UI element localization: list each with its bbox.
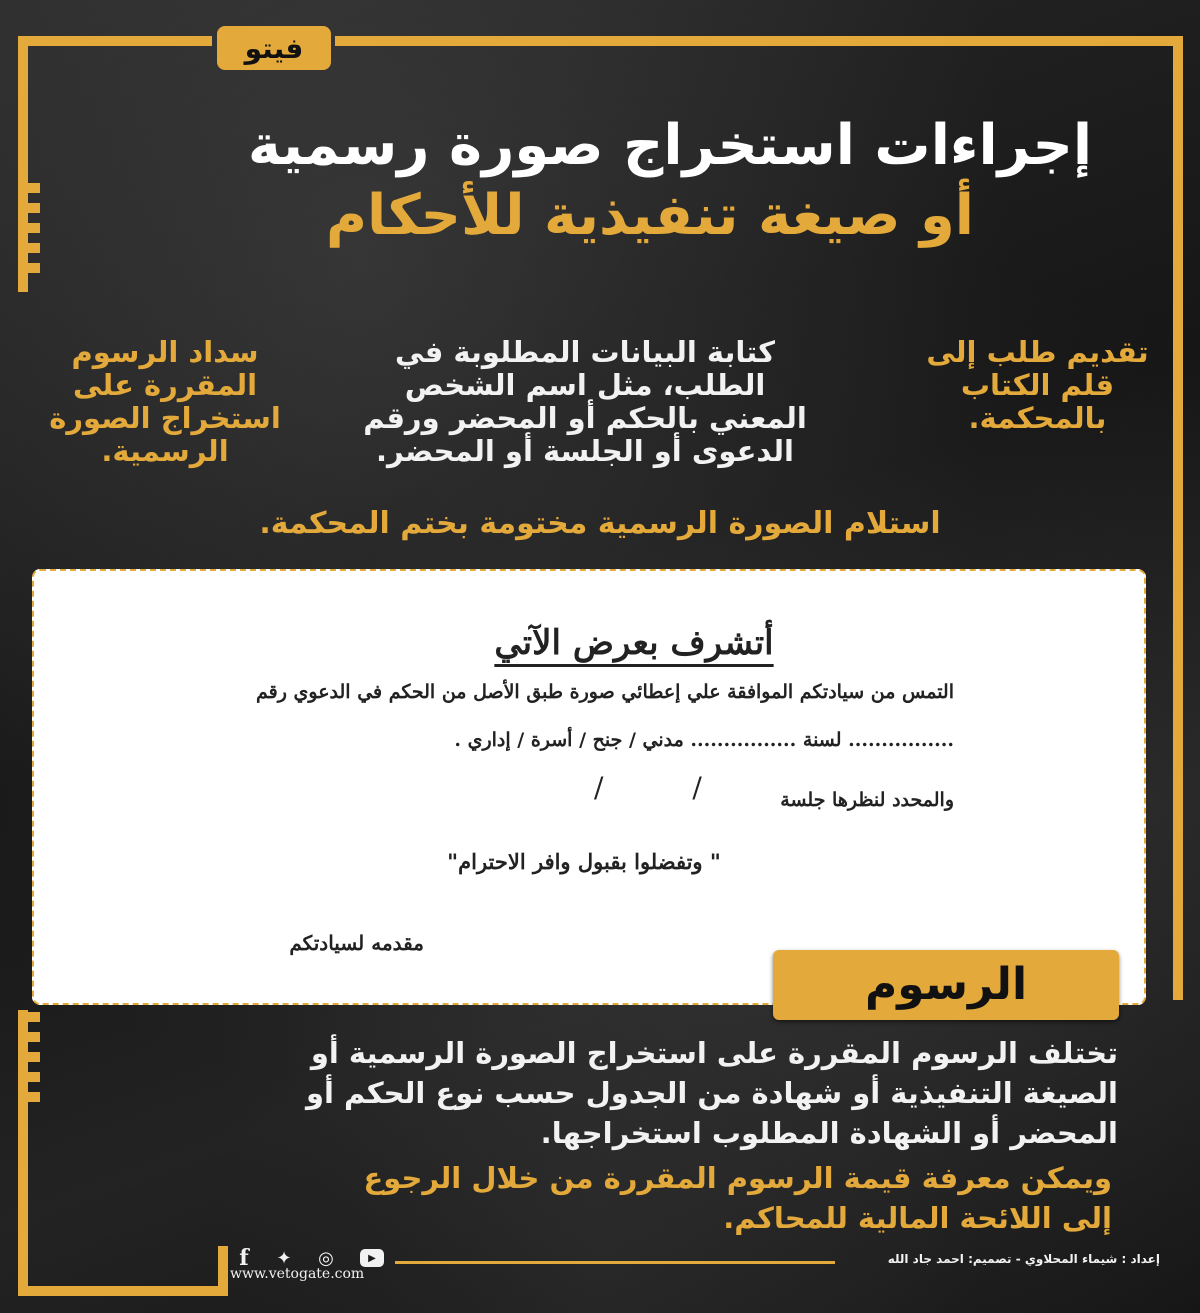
document-line: ................ لسنة ................ مدني / جنح / أسرة / إداري . [454,729,954,751]
fees-reference: ويمكن معرفة قيمة الرسوم المقررة من خلال الرجوع إلى اللائحة المالية للمحاكم. [363,1161,1112,1235]
fees-heading-badge: الرسوم [773,950,1119,1020]
facebook-icon[interactable]: f [239,1245,249,1271]
veto-logo [217,26,331,70]
page-subtitle: أو صيغة تنفيذية للأحكام [326,183,974,248]
frame-right [1173,36,1183,1000]
document-line: التمس من سيادتكم الموافقة علي إعطائي صورة طبق الأصل من الحكم في الدعوي رقم [256,681,954,703]
youtube-icon[interactable]: ▶ [360,1246,384,1270]
frame-dash [18,1052,40,1062]
document-date-slashes: / / [594,771,742,804]
credits: إعداد : شيماء المحلاوي - تصميم: احمد جاد الله [887,1252,1160,1266]
document-heading: أتشرف بعرض الآتي [494,623,774,663]
instagram-icon[interactable]: ◎ [318,1247,334,1269]
twitter-icon[interactable]: ✦ [276,1247,292,1269]
frame-top-right [335,36,1183,46]
request-form-document [32,569,1146,1005]
frame-dash [18,1012,40,1022]
fees-description: تختلف الرسوم المقررة على استخراج الصورة الرسمية أو الصيغة التنفيذية أو شهادة من الجدول حسب نوع الحكم أو المحضر أو الشهادة المطلوب استخراجها. [305,1036,1118,1150]
frame-dash [18,203,40,213]
document-signature: مقدمه لسيادتكم [289,931,424,955]
frame-dash [18,1092,40,1102]
frame-dash [18,1032,40,1042]
frame-left-top [18,36,28,292]
step-pay-fees: سداد الرسوم المقررة على استخراج الصورة الرسمية. [49,335,281,468]
step-receive-copy: استلام الصورة الرسمية مختومة بختم المحكمة. [259,506,941,541]
frame-bottom [18,1286,228,1296]
page-title: إجراءات استخراج صورة رسمية [247,113,1093,178]
frame-dash [18,183,40,193]
document-line: والمحدد لنظرها جلسة [780,789,954,811]
frame-dash [18,263,40,273]
website-link[interactable]: www.vetogate.com [230,1266,365,1282]
footer-divider [395,1261,835,1264]
frame-dash [18,1072,40,1082]
frame-dash [18,223,40,233]
step-fill-data: كتابة البيانات المطلوبة في الطلب، مثل اسم الشخص المعني بالحكم أو المحضر ورقم الدعوى أو الجلسة أو المحضر. [363,335,807,468]
frame-dash [18,243,40,253]
document-closing: " وتفضلوا بقبول وافر الاحترام" [447,849,721,874]
logo-text: فيتو [244,31,304,65]
step-submit-request: تقديم طلب إلى قلم الكتاب بالمحكمة. [926,335,1149,435]
frame-top-left [18,36,212,46]
frame-bottom-stub [218,1246,228,1296]
